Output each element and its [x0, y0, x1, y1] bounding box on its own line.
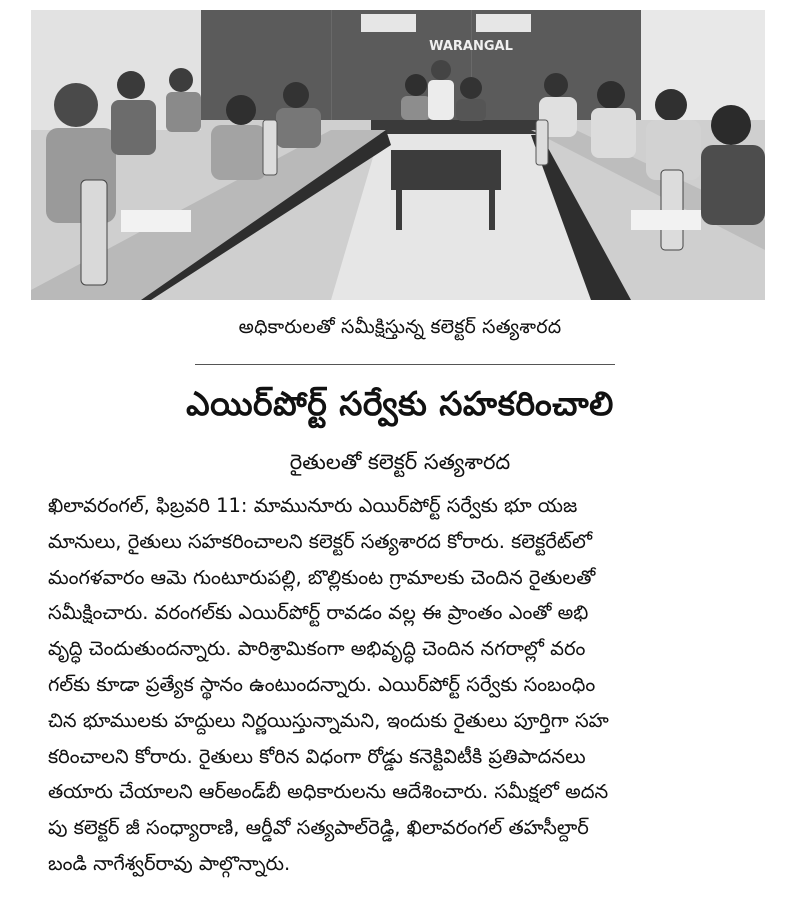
- body-line: వృద్ధి చెందుతుందన్నారు. పారిశ్రామికంగా అభివృద్ధి చెందిన నగరాల్లో వరం: [48, 637, 586, 661]
- divider-line: [195, 364, 615, 365]
- body-line: చిన భూములకు హద్దులు నిర్ణయిస్తున్నామని, ఇందుకు రైతులు పూర్తిగా సహ: [48, 708, 609, 732]
- subheadline: రైతులతో కలెక్టర్ సత్యశారద: [289, 450, 511, 474]
- body-line: ఖిలావరంగల్, ఫిబ్రవరి 11: మామునూరు ఎయిర్‌పోర్ట్ సర్వేకు భూ యజ: [48, 494, 578, 517]
- body-line: మానులు, రైతులు సహకరించాలని కలెక్టర్ సత్యశారద కోరారు. కలెక్టరేట్‌లో: [48, 529, 593, 553]
- banner-text: WARANGAL: [429, 39, 513, 54]
- headline: ఎయిర్‌పోర్ట్ సర్వేకు సహకరించాలి: [186, 384, 614, 423]
- meeting-photo: [31, 10, 765, 300]
- body-line: మంగళవారం ఆమె గుంటూరుపల్లి, బొల్లికుంట గ్రామాలకు చెందిన రైతులతో: [48, 565, 596, 589]
- body-line: పు కలెక్టర్ జీ సంధ్యారాణి, ఆర్డీవో సత్యపాల్‌రెడ్డి, ఖిలావరంగల్ తహసీల్దార్: [48, 816, 589, 840]
- body-line: సమీక్షించారు. వరంగల్‌కు ఎయిర్‌పోర్ట్ రావడం వల్ల ఈ ప్రాంతం ఎంతో అభి: [48, 601, 589, 625]
- article-body: [48, 488, 768, 882]
- body-line: తయారు చేయాలని ఆర్‌అండ్‌బీ అధికారులను ఆదేశించారు. సమీక్షలో అదన: [48, 780, 609, 804]
- body-line: కరించాలని కోరారు. రైతులు కోరిన విధంగా రోడ్డు కనెక్టివిటీకి ప్రతిపాదనలు: [48, 744, 586, 768]
- body-line: గల్‌కు కూడా ప్రత్యేక స్థానం ఉంటుందన్నారు. ఎయిర్‌పోర్ట్ సర్వేకు సంబంధిం: [48, 672, 596, 696]
- photo-caption: అధికారులతో సమీక్షిస్తున్న కలెక్టర్ సత్యశారద: [238, 316, 562, 338]
- body-line: బండి నాగేశ్వర్‌రావు పాల్గొన్నారు.: [48, 851, 291, 875]
